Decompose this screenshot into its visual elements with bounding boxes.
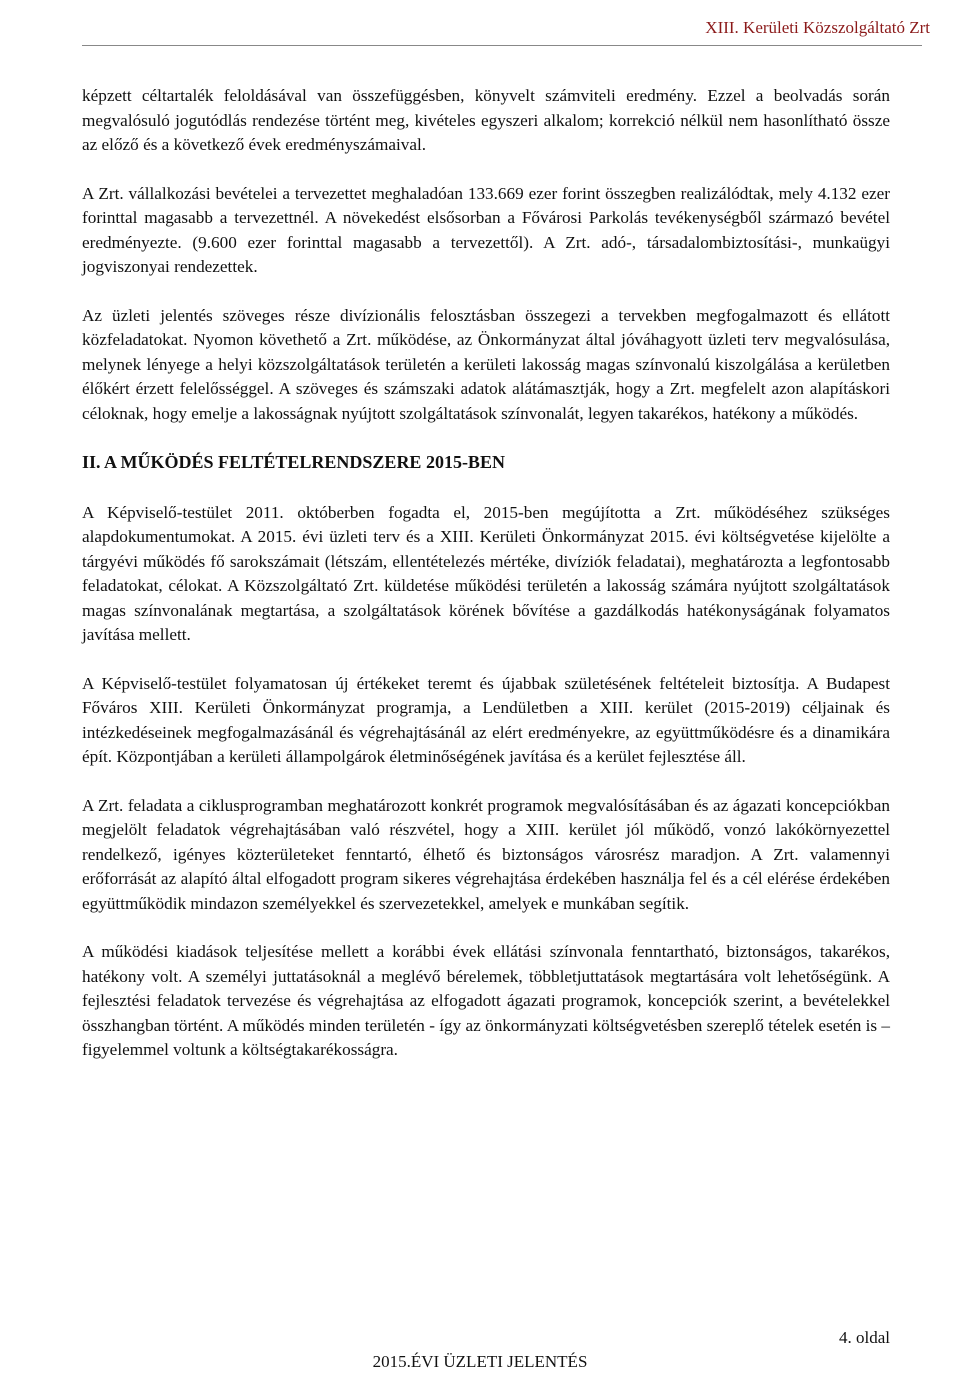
page-body	[82, 84, 890, 1087]
paragraph: A Zrt. feladata a ciklusprogramban meghatározott konkrét programok megvalósításában és az ágazati koncepciókban megjelölt feladatok végrehajtásában való részvétel, hogy a XIII. kerület jól működő, vonzó lakókörnyezettel rendelkező, igényes közterületeket fenntartó, élhető és biztonságos városrész maradjon. A Zrt. valamennyi erőforrását az alapító által elfogadott program sikeres végrehajtása érdekében használja fel és a cél elérése érdekében együttműködik mindazon személyekkel és szervezetekkel, amelyek e munkában segítik.	[82, 795, 890, 913]
section-heading: II. A MŰKÖDÉS FELTÉTELRENDSZERE 2015-BEN	[82, 452, 505, 472]
paragraph: képzett céltartalék feloldásával van összefüggésben, könyvelt számviteli eredmény. Ezzel a beolvadás során megvalósuló jogutódlás rendezése történt meg, kivételes egyszeri alkalom; korrekció nélkül nem hasonlítható össze az előző és a következő évek eredményszámaival.	[82, 86, 890, 154]
paragraph: A Zrt. vállalkozási bevételei a tervezettet meghaladóan 133.669 ezer forint összegben realizálódtak, mely 4.132 ezer forinttal magasabb a tervezettnél. A növekedést elsősorban a Fővárosi Parkolás tevékenységből származó bevétel eredményezte. (9.600 ezer forinttal magasabb a tervezettől). A Zrt. adó-, társadalombiztosítási-, munkaügyi jogviszonyai rendezettek.	[82, 183, 890, 276]
running-header: XIII. Kerületi Közszolgáltató Zrt	[705, 18, 930, 37]
paragraph: Az üzleti jelentés szöveges része divízionális felosztásban összegezi a tervekben megfogalmazott és ellátott közfeladatokat. Nyomon követhető a Zrt. működése, az Önkormányzat által jóváhagyott üzleti terv megvalósulása, melynek lényege a helyi közszolgáltatások területén a kerületi lakosság magas színvonalú kiszolgálása a kerületben élőkért érzett felelősséggel. A szöveges és számszaki adatok alátámasztják, hogy a Zrt. megfelelt azon alapításkori céloknak, hogy emelje a lakosságnak nyújtott szolgáltatások színvonalát, legyen takarékos, hatékony a működés.	[82, 305, 890, 423]
paragraph: A működési kiadások teljesítése mellett a korábbi évek ellátási színvonala fenntartható, biztonságos, takarékos, hatékony volt. A személyi juttatásoknál a meglévő bérelemek, többletjuttatások megtartására volt lehetőségünk. A fejlesztési feladatok tervezése és végrehajtása az elfogadott ágazati programok, koncepciók szerint, a bevételekkel összhangban történt. A működés minden területén - így az önkormányzati költségvetésben szereplő tételek esetén is – figyelemmel voltunk a költségtakarékosságra.	[82, 942, 890, 1059]
paragraph: A Képviselő-testület 2011. októberben fogadta el, 2015-ben megújította a Zrt. működéséhez szükséges alapdokumentumokat. A 2015. évi üzleti terv és a XIII. Kerületi Önkormányzat 2015. évi költségvetése kijelölte a tárgyévi működés fő sarokszámait (létszám, ellentételezés mértéke, divíziók feladatai), meghatározta a legfontosabb feladatokat, célokat. A Közszolgáltató Zrt. küldetése működési területén a lakosság számára nyújtott szolgáltatások magas színvonalának megtartása, a szolgáltatások körének bővítése a gazdálkodás hatékonyságának folyamatos javítása mellett.	[82, 502, 890, 644]
paragraph: A Képviselő-testület folyamatosan új értékeket teremt és újabbak születésének feltételeit biztosítja. A Budapest Főváros XIII. Kerületi Önkormányzat programja, a Lendületben a XIII. kerület (2015-2019) céljainak és intézkedéseinek megfogalmazásánál és végrehajtásánál az elért eredményekre, az együttműködésre és a dinamikára épít. Központjában a kerületi állampolgárok életminőségének javítása és a kerület fejlesztése áll.	[82, 673, 890, 766]
page-number: 4. oldal	[839, 1328, 890, 1347]
running-footer: 2015.ÉVI ÜZLETI JELENTÉS	[372, 1352, 588, 1371]
header-rule	[82, 45, 922, 46]
